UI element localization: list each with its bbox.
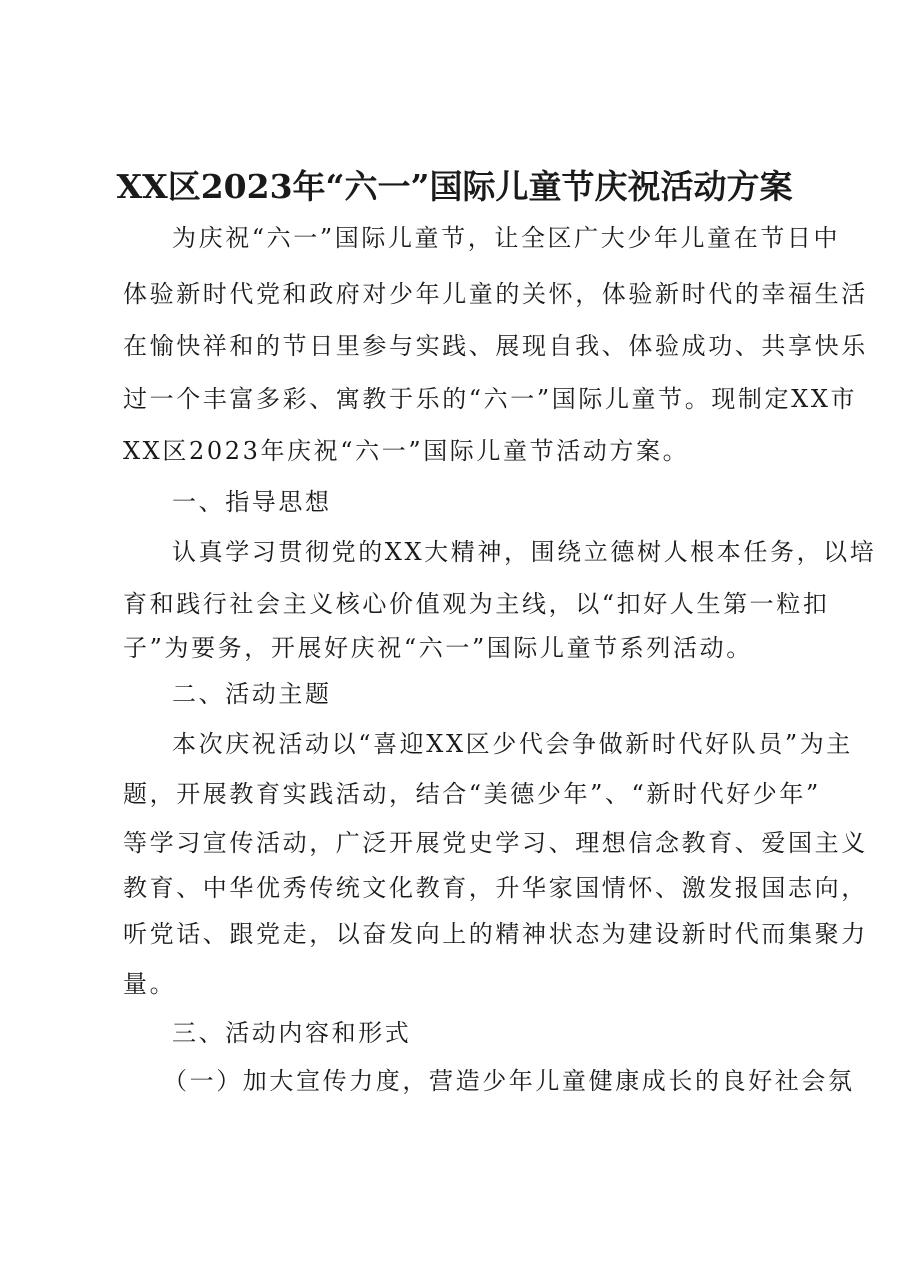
paragraph-theme-line-1: 本次庆祝活动以“喜迎XX区少代会争做新时代好队员”为主: [172, 730, 853, 758]
section-heading-1: 一、指导思想: [172, 488, 332, 516]
paragraph-theme-line-2: 题，开展教育实践活动，结合“美德少年”、“新时代好少年”: [123, 780, 821, 808]
paragraph-intro-line-4: 过一个丰富多彩、寓教于乐的“六一”国际儿童节。现制定XX市: [123, 385, 858, 413]
section-heading-3: 三、活动内容和形式: [172, 1019, 412, 1047]
paragraph-theme-line-3: 等学习宣传活动，广泛开展党史学习、理想信念教育、爱国主义: [123, 829, 868, 857]
paragraph-content-line-1: （一）加大宣传力度，营造少年儿童健康成长的良好社会氛: [163, 1067, 855, 1095]
paragraph-intro-line-3: 在愉快祥和的节日里参与实践、展现自我、体验成功、共享快乐: [123, 332, 868, 360]
paragraph-guidance-line-3: 子”为要务，开展好庆祝“六一”国际儿童节系列活动。: [123, 634, 753, 662]
paragraph-intro-line-2: 体验新时代党和政府对少年儿童的关怀，体验新时代的幸福生活: [123, 280, 868, 308]
paragraph-guidance-line-2: 育和践行社会主义核心价值观为主线，以“扣好人生第一粒扣: [123, 590, 830, 618]
paragraph-intro-line-5: XX区2023年庆祝“六一”国际儿童节活动方案。: [123, 437, 690, 465]
paragraph-theme-line-4: 教育、中华优秀传统文化教育，升华家国情怀、激发报国志向，: [123, 874, 868, 902]
section-heading-2: 二、活动主题: [172, 680, 332, 708]
document-title: XX区2023年“六一”国际儿童节庆祝活动方案: [116, 167, 793, 206]
paragraph-theme-line-6: 量。: [123, 970, 177, 998]
paragraph-intro-line-1: 为庆祝“六一”国际儿童节，让全区广大少年儿童在节日中: [172, 224, 841, 252]
paragraph-guidance-line-1: 认真学习贯彻党的XX大精神，围绕立德树人根本任务，以培: [172, 538, 877, 566]
paragraph-theme-line-5: 听党话、跟党走，以奋发向上的精神状态为建设新时代而集聚力: [123, 920, 868, 948]
